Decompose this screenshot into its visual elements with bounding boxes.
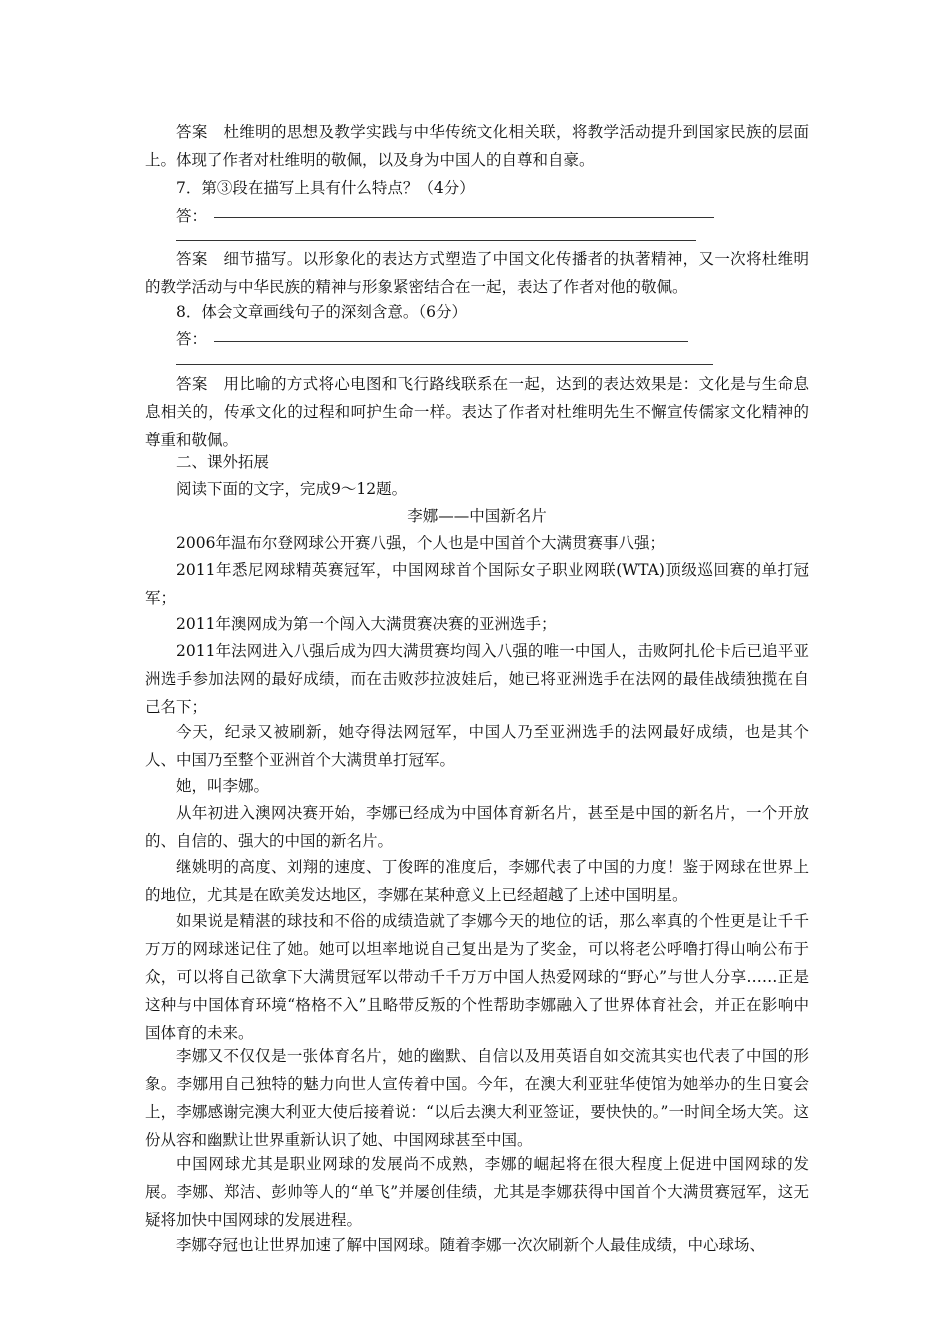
article-paragraph: 2011年澳网成为第一个闯入大满贯赛决赛的亚洲选手； bbox=[176, 615, 557, 633]
section-heading: 二、课外拓展 bbox=[176, 453, 270, 471]
answer-8-label: 答： bbox=[176, 330, 208, 348]
article-paragraph: 李娜夺冠也让世界加速了解中国网球。随着李娜一次次刷新个人最佳成绩，中心球场、 bbox=[176, 1236, 766, 1254]
answer-8-text: 答案 用比喻的方式将心电图和飞行路线联系在一起，达到的表达效果是：文化是与生命息息相关的，传承文化的过程和呵护生命一样。表达了作者对杜维明先生不懈宣传儒家文化精神的尊重和敬佩。 bbox=[145, 375, 809, 449]
answer-7-line-2 bbox=[176, 240, 696, 241]
question-8: 8．体会文章画线句子的深刻含意。（6分） bbox=[176, 303, 467, 321]
article-paragraph: 李娜又不仅仅是一张体育名片，她的幽默、自信以及用英语自如交流其实也代表了中国的形象。李娜用自己独特的魅力向世人宣传着中国。今年，在澳大利亚驻华使馆为她举办的生日宴会上，李娜感谢完澳大利亚大使后接着说：“以后去澳大利亚签证，要快快的。”一时间全场大笑。这份从容和幽默让世界重新认识了她、中国网球甚至中国。 bbox=[145, 1047, 809, 1149]
article-paragraph: 今天，纪录又被刷新，她夺得法网冠军，中国人乃至亚洲选手的法网最好成绩，也是其个人、中国乃至整个亚洲首个大满贯单打冠军。 bbox=[145, 723, 809, 769]
question-7: 7．第③段在描写上具有什么特点？（4分） bbox=[176, 179, 475, 197]
answer-7-text: 答案 细节描写。以形象化的表达方式塑造了中国文化传播者的执著精神，又一次将杜维明的教学活动与中华民族的精神与形象紧密结合在一起，表达了作者对他的敬佩。 bbox=[145, 250, 809, 296]
article-title: 李娜——中国新名片 bbox=[407, 507, 547, 525]
answer-8-line-1 bbox=[214, 341, 688, 342]
reading-instruction: 阅读下面的文字，完成9～12题。 bbox=[176, 480, 408, 498]
article-paragraph: 从年初进入澳网决赛开始，李娜已经成为中国体育新名片，甚至是中国的新名片，一个开放的、自信的、强大的中国的新名片。 bbox=[145, 804, 809, 850]
article-paragraph: 如果说是精湛的球技和不俗的成绩造就了李娜今天的地位的话，那么率真的个性更是让千千万万的网球迷记住了她。她可以坦率地说自己复出是为了奖金，可以将老公呼噜打得山响公布于众，可以将自己欲拿下大满贯冠军以带动千千万万中国人热爱网球的“野心”与世人分享……正是这种与中国体育环境“格格不入”且略带反叛的个性帮助李娜融入了世界体育社会，并正在影响中国体育的未来。 bbox=[145, 912, 809, 1042]
answer-7-label: 答： bbox=[176, 207, 208, 225]
article-paragraph: 她，叫李娜。 bbox=[176, 777, 270, 795]
article-paragraph: 继姚明的高度、刘翔的速度、丁俊晖的准度后，李娜代表了中国的力度！鉴于网球在世界上的地位，尤其是在欧美发达地区，李娜在某种意义上已经超越了上述中国明星。 bbox=[145, 858, 809, 904]
article-paragraph: 2011年法网进入八强后成为四大满贯赛均闯入八强的唯一中国人，击败阿扎伦卡后已追平亚洲选手参加法网的最好成绩，而在击败莎拉波娃后，她已将亚洲选手在法网的最佳战绩独揽在自己名下； bbox=[145, 642, 809, 716]
answer-6-text: 答案 杜维明的思想及教学实践与中华传统文化相关联，将教学活动提升到国家民族的层面上。体现了作者对杜维明的敬佩，以及身为中国人的自尊和自豪。 bbox=[145, 123, 809, 169]
article-paragraph: 中国网球尤其是职业网球的发展尚不成熟，李娜的崛起将在很大程度上促进中国网球的发展。李娜、郑洁、彭帅等人的“单飞”并屡创佳绩，尤其是李娜获得中国首个大满贯赛冠军，这无疑将加快中国网球的发展进程。 bbox=[145, 1155, 809, 1229]
answer-7-line-1 bbox=[214, 217, 714, 218]
answer-8-line-2 bbox=[176, 364, 713, 365]
article-paragraph: 2006年温布尔登网球公开赛八强，个人也是中国首个大满贯赛事八强； bbox=[176, 534, 665, 552]
article-paragraph: 2011年悉尼网球精英赛冠军，中国网球首个国际女子职业网联(WTA)顶级巡回赛的单打冠军； bbox=[145, 561, 809, 607]
